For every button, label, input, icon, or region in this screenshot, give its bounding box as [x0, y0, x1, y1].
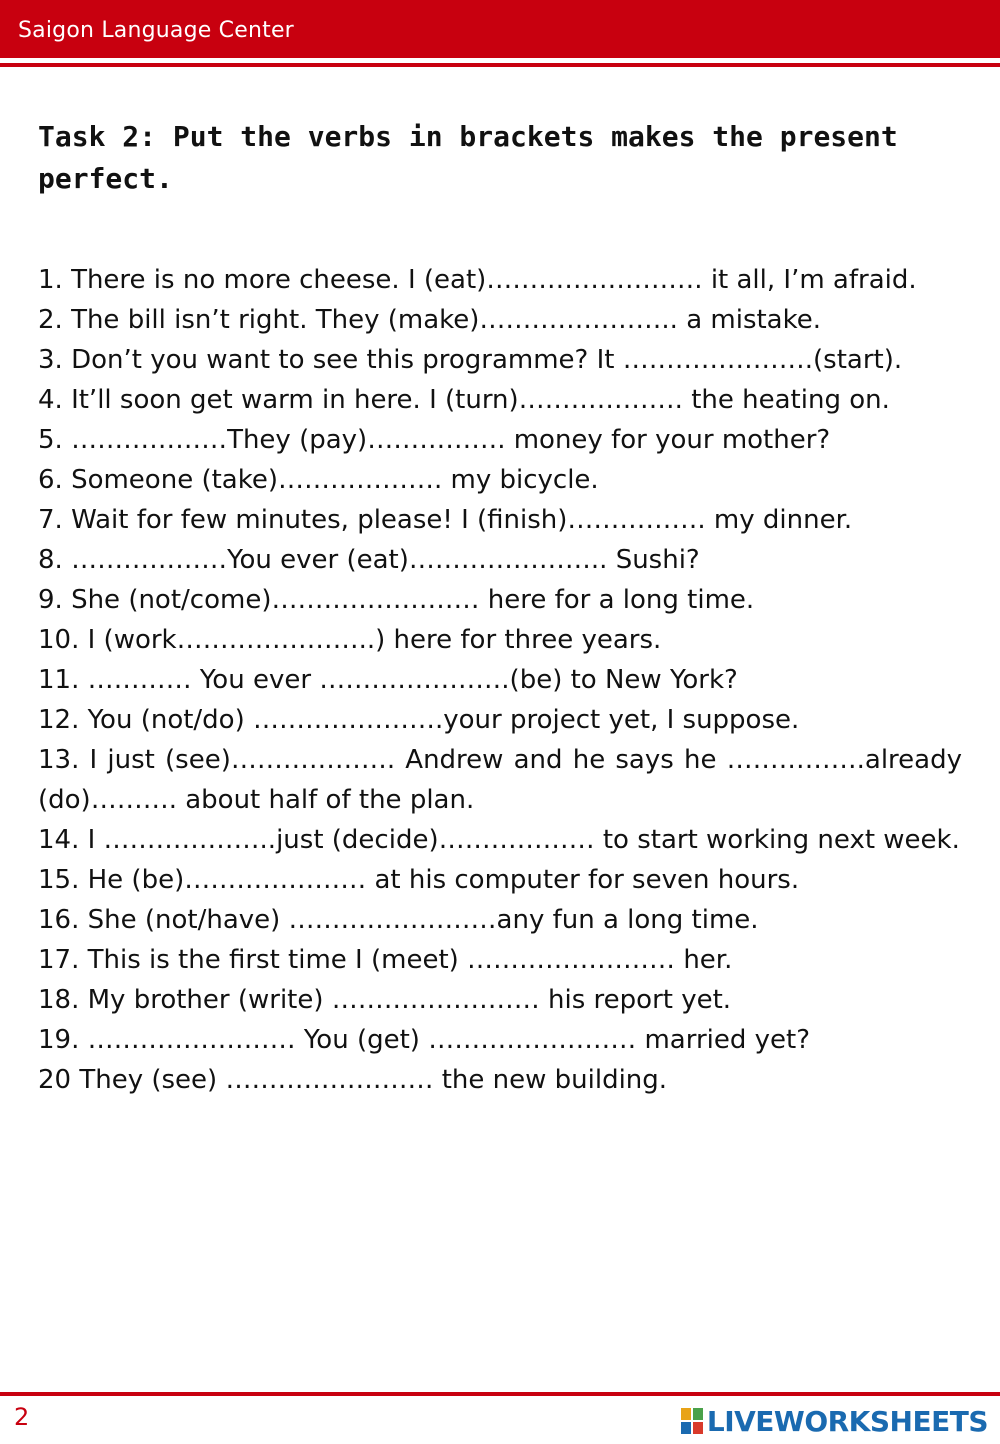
exercise-item: 10. I (work…………………..) here for three years. [38, 625, 662, 655]
exercise-item: 19. …………………… You (get) …………………… married yet? [38, 1025, 811, 1055]
exercise-item: 7. Wait for few minutes, please! I (finish)……………. my dinner. [38, 505, 853, 535]
exercise-item: 9. She (not/come)…………………… here for a long time. [38, 585, 755, 615]
footer-rule [0, 1392, 1000, 1396]
exercise-item: 5. ………………They (pay)……………. money for your mother? [38, 425, 831, 455]
exercise-item: 13. I just (see)………………. Andrew and he says he …………….already (do)………. about half of the plan. [38, 745, 962, 815]
exercise-item: 15. He (be)………………… at his computer for seven hours. [38, 865, 800, 895]
exercise-item: 4. It’ll soon get warm in here. I (turn)………………. the heating on. [38, 385, 890, 415]
exercise-item: 18. My brother (write) …………………… his report yet. [38, 985, 732, 1015]
exercise-item: 3. Don’t you want to see this programme? It ………………….(start). [38, 345, 903, 375]
exercise-item: 6. Someone (take)………………. my bicycle. [38, 465, 599, 495]
exercise-item: 1. There is no more cheese. I (eat)……………………. it all, I’m afraid. [38, 265, 917, 295]
exercise-item: 12. You (not/do) ………………….your project yet, I suppose. [38, 705, 800, 735]
exercise-item: 14. I ………………..just (decide)……………… to start working next week. [38, 825, 960, 855]
exercise-list [38, 260, 962, 1100]
exercise-item: 8. ………………You ever (eat)………………….. Sushi? [38, 545, 700, 575]
header-bar [0, 0, 1000, 58]
liveworksheets-logo [681, 1404, 988, 1438]
exercise-item: 17. This is the first time I (meet) …………………… her. [38, 945, 733, 975]
exercise-item: 16. She (not/have) ……………………any fun a long time. [38, 905, 759, 935]
exercise-item: 20 They (see) …………………… the new building. [38, 1065, 668, 1095]
brand-text: LIVEWORKSHEETS [706, 1404, 988, 1438]
header-title: Saigon Language Center [18, 18, 294, 43]
header-rule [0, 63, 1000, 67]
task-title: Task 2: Put the verbs in brackets makes the present perfect. [38, 120, 898, 195]
exercise-item: 11. ………… You ever ………………….(be) to New York? [38, 665, 738, 695]
liveworksheets-icon [681, 1408, 703, 1434]
page-number: 2 [14, 1403, 30, 1431]
exercise-item: 2. The bill isn’t right. They (make)………………….. a mistake. [38, 305, 822, 335]
